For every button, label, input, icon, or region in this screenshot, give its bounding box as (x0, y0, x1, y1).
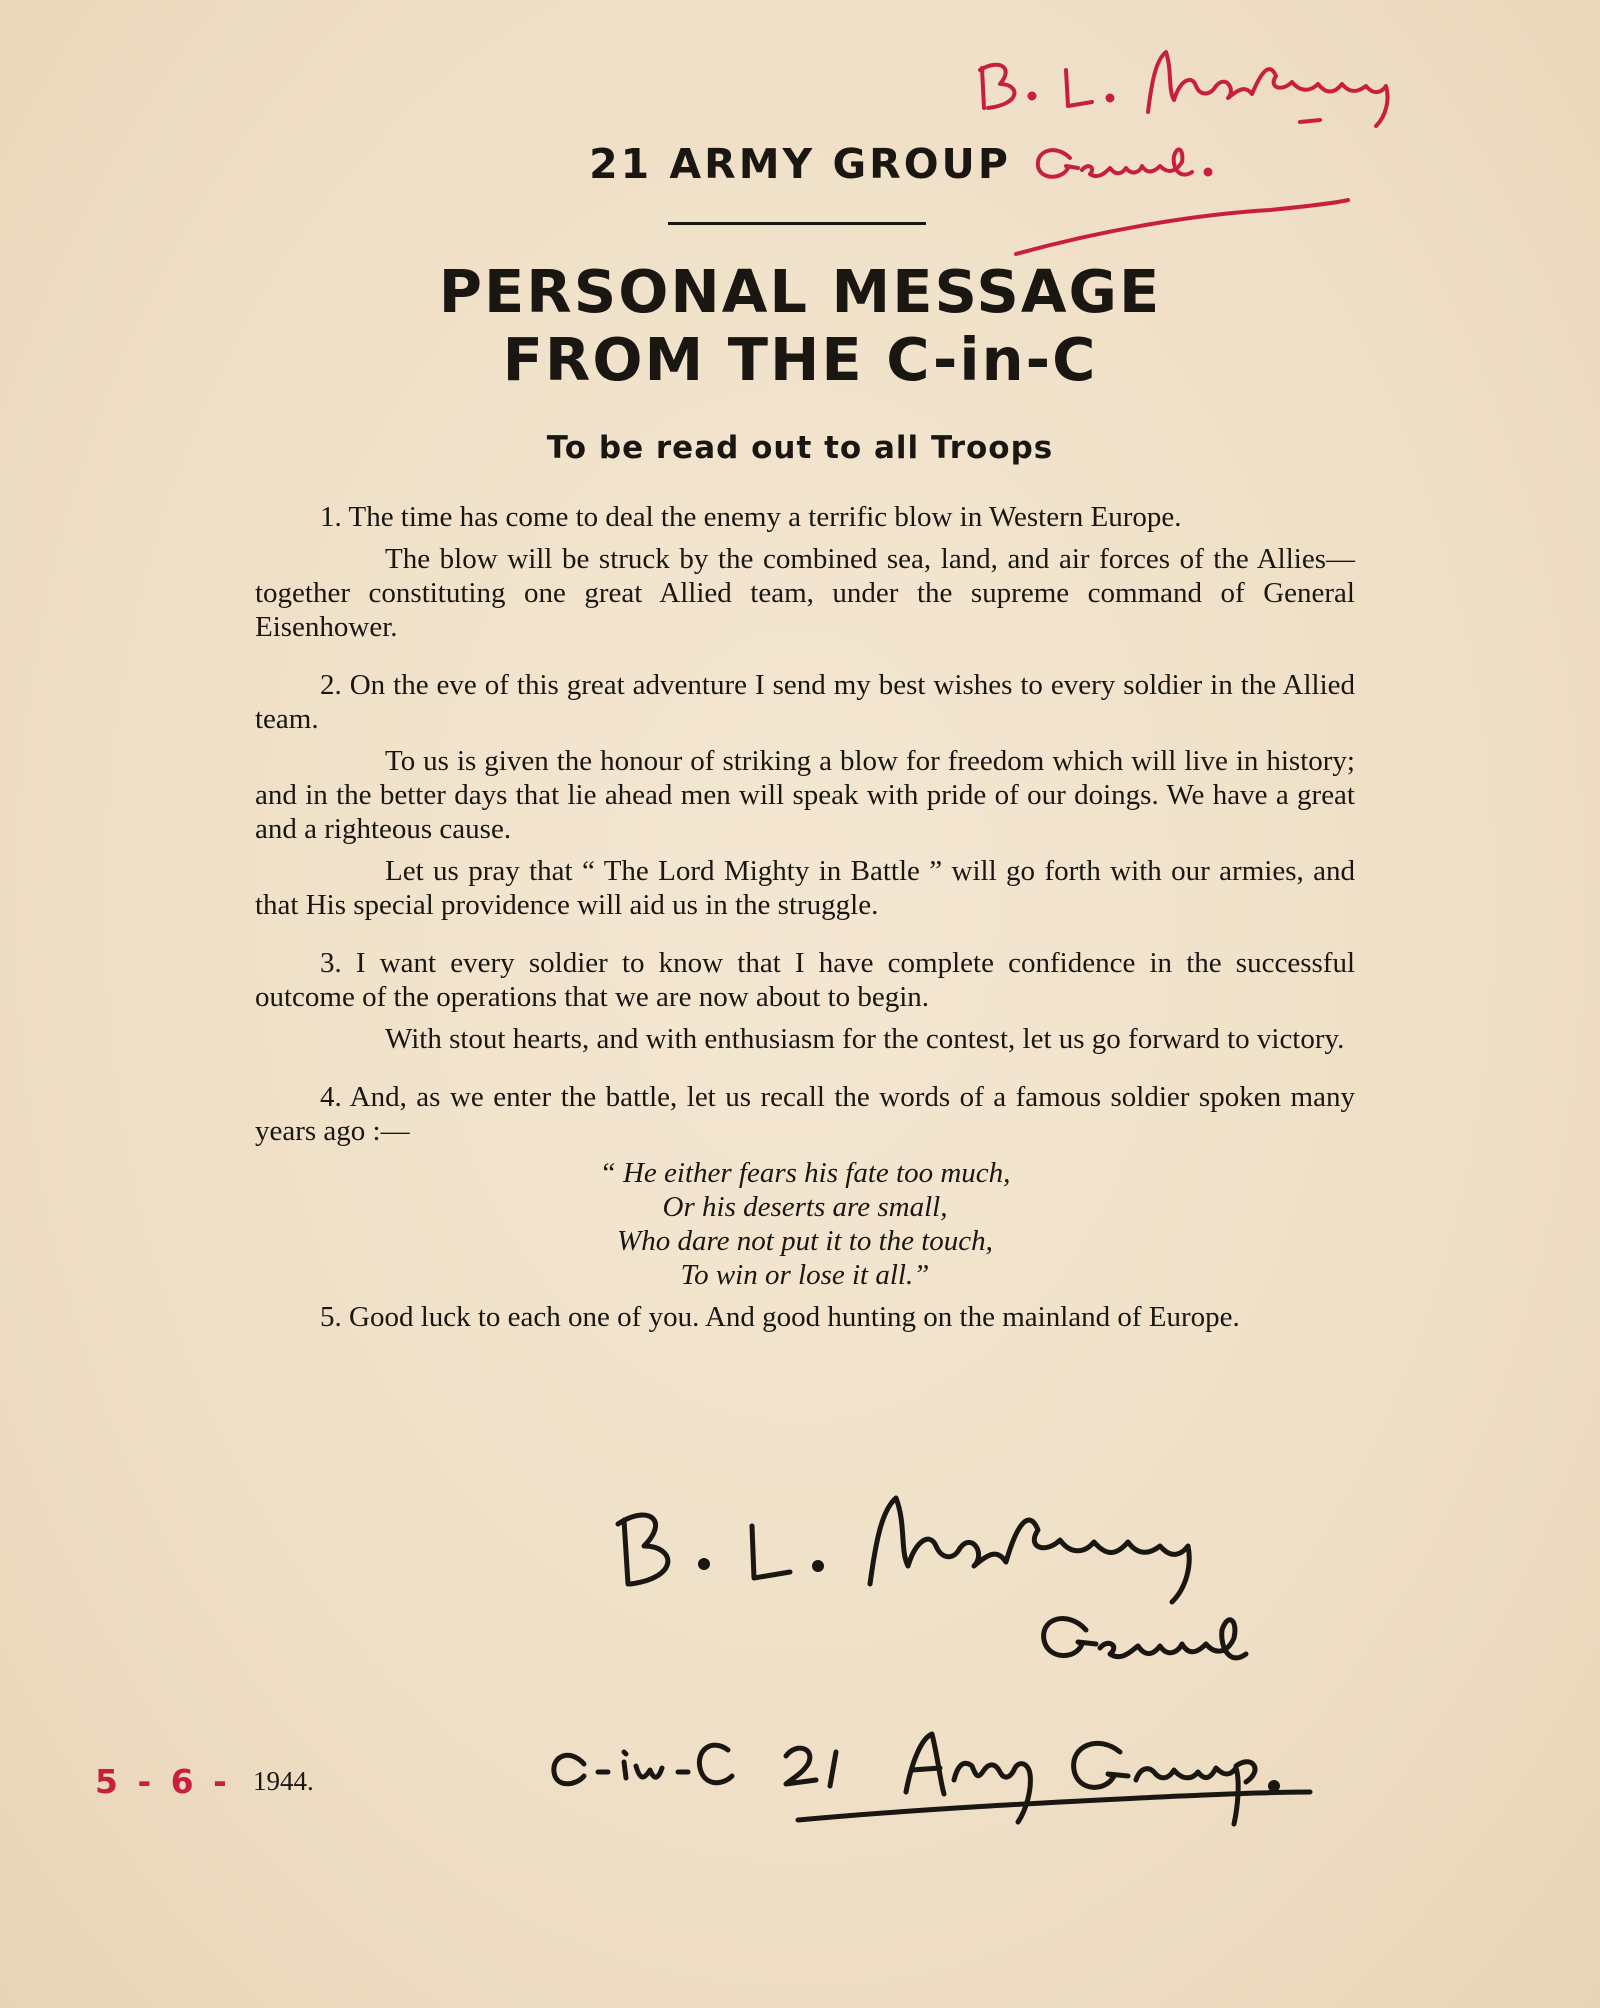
verse-line: “ He either fears his fate too much, (599, 1157, 1011, 1189)
heading-rule (668, 222, 926, 225)
paragraph-3: 3. I want every soldier to know that I have complete confidence in the successful outcome of the operations that we are now about to begin. (255, 947, 1355, 1013)
handwritten-date: 5 - 6 - (95, 1762, 231, 1801)
paragraph-2b: To us is given the honour of striking a blow for freedom which will live in history; and in the better days that lie ahead men will speak with pride of our doings. We have a great and a righteous cause. (255, 745, 1355, 845)
verse-line: Or his deserts are small, (662, 1191, 948, 1223)
paragraph-2: 2. On the eve of this great adventure I send my best wishes to every soldier in the Allied team. (255, 669, 1355, 735)
signature (540, 1480, 1360, 1840)
verse-line: Who dare not put it to the touch, (617, 1225, 993, 1257)
verse-quote (255, 1156, 1355, 1292)
verse-line: To win or lose it all.” (680, 1259, 930, 1291)
page-title (0, 258, 1600, 394)
subtitle: To be read out to all Troops (546, 430, 1054, 466)
paragraph-2c: Let us pray that “ The Lord Mighty in Battle ” will go forth with our armies, and that His special providence will aid us in the struggle. (255, 855, 1355, 921)
organization-heading: 21 ARMY GROUP (589, 140, 1011, 188)
printed-year: 1944. (253, 1766, 314, 1796)
paragraph-3b: With stout hearts, and with enthusiasm for the contest, let us go forward to victory. (385, 1023, 1345, 1055)
title-line-2: FROM THE C-in-C (502, 325, 1098, 394)
paragraph-4: 4. And, as we enter the battle, let us recall the words of a famous soldier spoken many years ago :— (255, 1081, 1355, 1147)
paragraph-5: 5. Good luck to each one of you. And good hunting on the mainland of Europe. (320, 1301, 1240, 1333)
paragraph-1b: The blow will be struck by the combined sea, land, and air forces of the Allies—together constituting one great Allied team, under the supreme command of General Eisenhower. (255, 543, 1355, 643)
message-body (255, 500, 1355, 1334)
title-line-1: PERSONAL MESSAGE (438, 257, 1162, 326)
paragraph-1: 1. The time has come to deal the enemy a terrific blow in Western Europe. (320, 501, 1182, 533)
